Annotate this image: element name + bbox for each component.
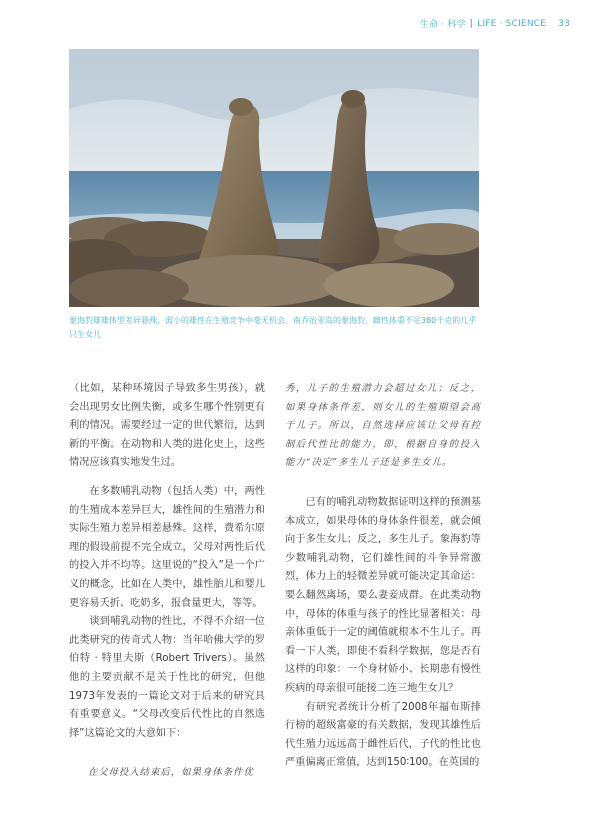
quote-paragraph: 在父母投入结束后，如果身体条件优: [87, 767, 254, 779]
paragraph: 谈到哺乳动物的性比，不得不介绍一位此类研究的传奇式人物：当年哈佛大学的罗伯特 · 特里夫斯（Robert Trivers）。虽然他的主要贡献不是关于性比的研究，但他1973年发表的一篇论文对于后来的研究具有重要意义。“父母改变后代性比的自然选择”这篇论文的大意如下：: [69, 616, 265, 739]
figure-caption: 象海豹雄雄体型差异悬殊，弱小的雄性在生殖竞争中毫无机会。南乔治亚岛的象海豹，雌性体重不足380千克的几乎只生女儿: [69, 316, 477, 339]
header-separator: |: [469, 18, 474, 29]
elephant-seal-photo: [69, 49, 479, 307]
paragraph: 有研究者统计分析了2008年福布斯排行榜的超级富豪的有关数据，发现其雄性后代生殖力远远高于雌性后代，子代的性比也严重偏离正常值，达到150∶100。在英国的: [285, 701, 481, 769]
quote-paragraph: 秀，儿子的生殖潜力会超过女儿；反之，如果身体条件差，则女儿的生殖期望会高于儿子。所以，自然选择应该让父母有控制后代性比的能力，即，根据自身的投入能力“决定”多生儿子还是多生女儿。: [285, 383, 481, 469]
left-column: [69, 380, 265, 783]
paragraph: （比如，某种环境因子导致多生男孩），就会出现男女比例失衡，或多生哪个性别更有利的情况。需要经过一定的世代繁衍，达到新的平衡。在动物和人类的进化史上，这些情况应该真实地发生过。: [69, 383, 265, 469]
page-number: 33: [558, 18, 570, 29]
right-column: [285, 380, 481, 773]
paragraph: 在多数哺乳动物（包括人类）中，两性的生殖成本差异巨大，雄性间的生殖潜力和实际生殖力差异相差悬殊。这样，费希尔原理的假设前提不完全成立，父母对两性后代的投入并不均等。这里说的“投入”是一个广义的概念，比如在人类中，雄性胎儿和婴儿更容易夭折、吃奶多，报食量更大，等等。: [69, 485, 265, 609]
section-en: LIFE · SCIENCE: [477, 18, 547, 29]
section-cn: 生命 · 科学: [419, 20, 466, 30]
paragraph: 已有的哺乳动物数据证明这样的预测基本成立，如果母体的身体条件很差，就会倾向于多生女儿；反之，多生儿子。象海豹等少数哺乳动物，它们雄性间的斗争异常激烈，体力上的轻微差异就可能决定其命运：要么翻然离场，要么妻妾成群。在此类动物中，母体的体重与孩子的性比显著相关：母亲体重低于一定的阈值就根本不生儿子。再看一下人类，即使不看科学数据，您是否有这样的印象：一个身材娇小、长期患有慢性疾病的母亲很可能接二连三地生女儿？: [285, 496, 481, 694]
running-header: [420, 17, 570, 30]
